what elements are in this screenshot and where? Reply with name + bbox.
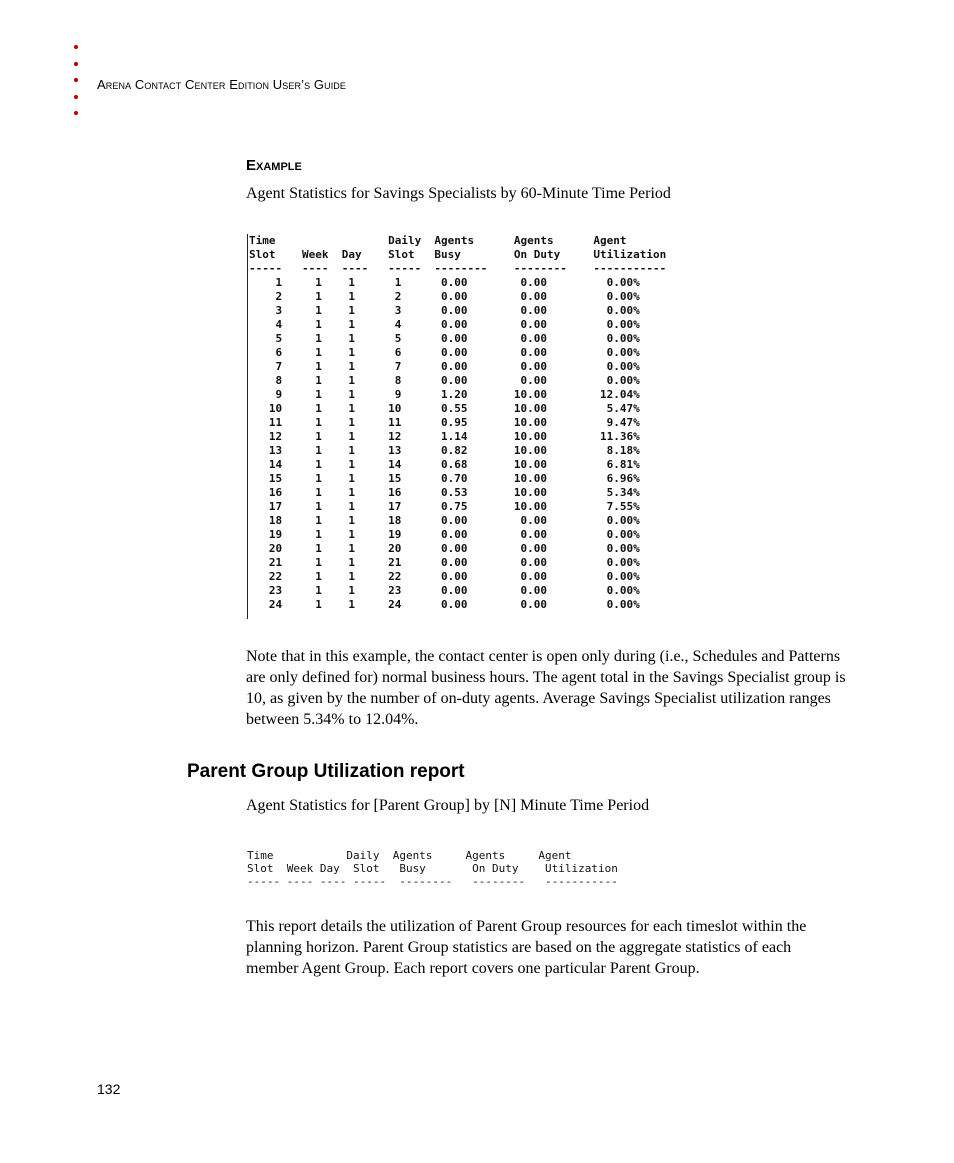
table-row: 12 1 1 12 1.14 10.00 11.36% [249,430,640,443]
page-number: 132 [97,1081,121,1097]
running-head: Arena Contact Center Edition User’s Guide [97,77,347,92]
table-body [249,276,666,612]
table-row: 24 1 1 24 0.00 0.00 0.00% [249,598,640,611]
table-header-rule: ----- ---- ---- ----- -------- -------- ----------- [249,262,667,275]
table-row: 17 1 1 17 0.75 10.00 7.55% [249,500,640,513]
bullet-icon [74,95,78,99]
table-row: 9 1 1 9 1.20 10.00 12.04% [249,388,640,401]
table-row: 5 1 1 5 0.00 0.00 0.00% [249,332,640,345]
table-row: 8 1 1 8 0.00 0.00 0.00% [249,374,640,387]
table-row: 1 1 1 1 0.00 0.00 0.00% [249,276,640,289]
table-header-line: Slot Week Day Slot Busy On Duty Utilization [249,248,667,261]
example-note: Note that in this example, the contact center is open only during (i.e., Schedules and Patterns are only defined for) normal business hours. The agent total in the Savings Specialist group is 10, as given by the number of on-duty agents. Average Savings Specialist utilization ranges between 5.34% to 12.04%. [246,648,846,728]
section-heading: Parent Group Utilization report [187,761,465,782]
table-header-rule: ----- ---- ---- ----- -------- -------- ----------- [247,875,618,888]
parent-statistics-table [247,849,618,888]
margin-bullets [74,45,84,128]
table-row: 4 1 1 4 0.00 0.00 0.00% [249,318,640,331]
example-caption: Agent Statistics for Savings Specialists by 60-Minute Time Period [246,185,671,202]
table-row: 13 1 1 13 0.82 10.00 8.18% [249,444,640,457]
table-row: 22 1 1 22 0.00 0.00 0.00% [249,570,640,583]
table-row: 19 1 1 19 0.00 0.00 0.00% [249,528,640,541]
parent-caption: Agent Statistics for [Parent Group] by [N] Minute Time Period [246,797,650,814]
table-row: 6 1 1 6 0.00 0.00 0.00% [249,346,640,359]
agent-statistics-table [247,234,666,619]
table-row: 15 1 1 15 0.70 10.00 6.96% [249,472,640,485]
table-header-line: Slot Week Day Slot Busy On Duty Utilization [247,862,618,875]
table-row: 3 1 1 3 0.00 0.00 0.00% [249,304,640,317]
table-row: 18 1 1 18 0.00 0.00 0.00% [249,514,640,527]
table-row: 2 1 1 2 0.00 0.00 0.00% [249,290,640,303]
bullet-icon [74,45,78,49]
bullet-icon [74,111,78,115]
table-header-line: Time Daily Agents Agents Agent [249,234,627,247]
parent-description: This report details the utilization of Parent Group resources for each timeslot within the planning horizon. Parent Group statistics are based on the aggregate statistics of each member Agent Group. Each report covers one particular Parent Group. [246,918,807,977]
table-header-line: Time Daily Agents Agents Agent [247,849,572,862]
bullet-icon [74,62,78,66]
table-row: 11 1 1 11 0.95 10.00 9.47% [249,416,640,429]
table-row: 10 1 1 10 0.55 10.00 5.47% [249,402,640,415]
table-row: 21 1 1 21 0.00 0.00 0.00% [249,556,640,569]
table-row: 16 1 1 16 0.53 10.00 5.34% [249,486,640,499]
table-row: 7 1 1 7 0.00 0.00 0.00% [249,360,640,373]
table-row: 23 1 1 23 0.00 0.00 0.00% [249,584,640,597]
table-row: 20 1 1 20 0.00 0.00 0.00% [249,542,640,555]
bullet-icon [74,78,78,82]
table-row: 14 1 1 14 0.68 10.00 6.81% [249,458,640,471]
example-heading: Example [246,157,302,174]
